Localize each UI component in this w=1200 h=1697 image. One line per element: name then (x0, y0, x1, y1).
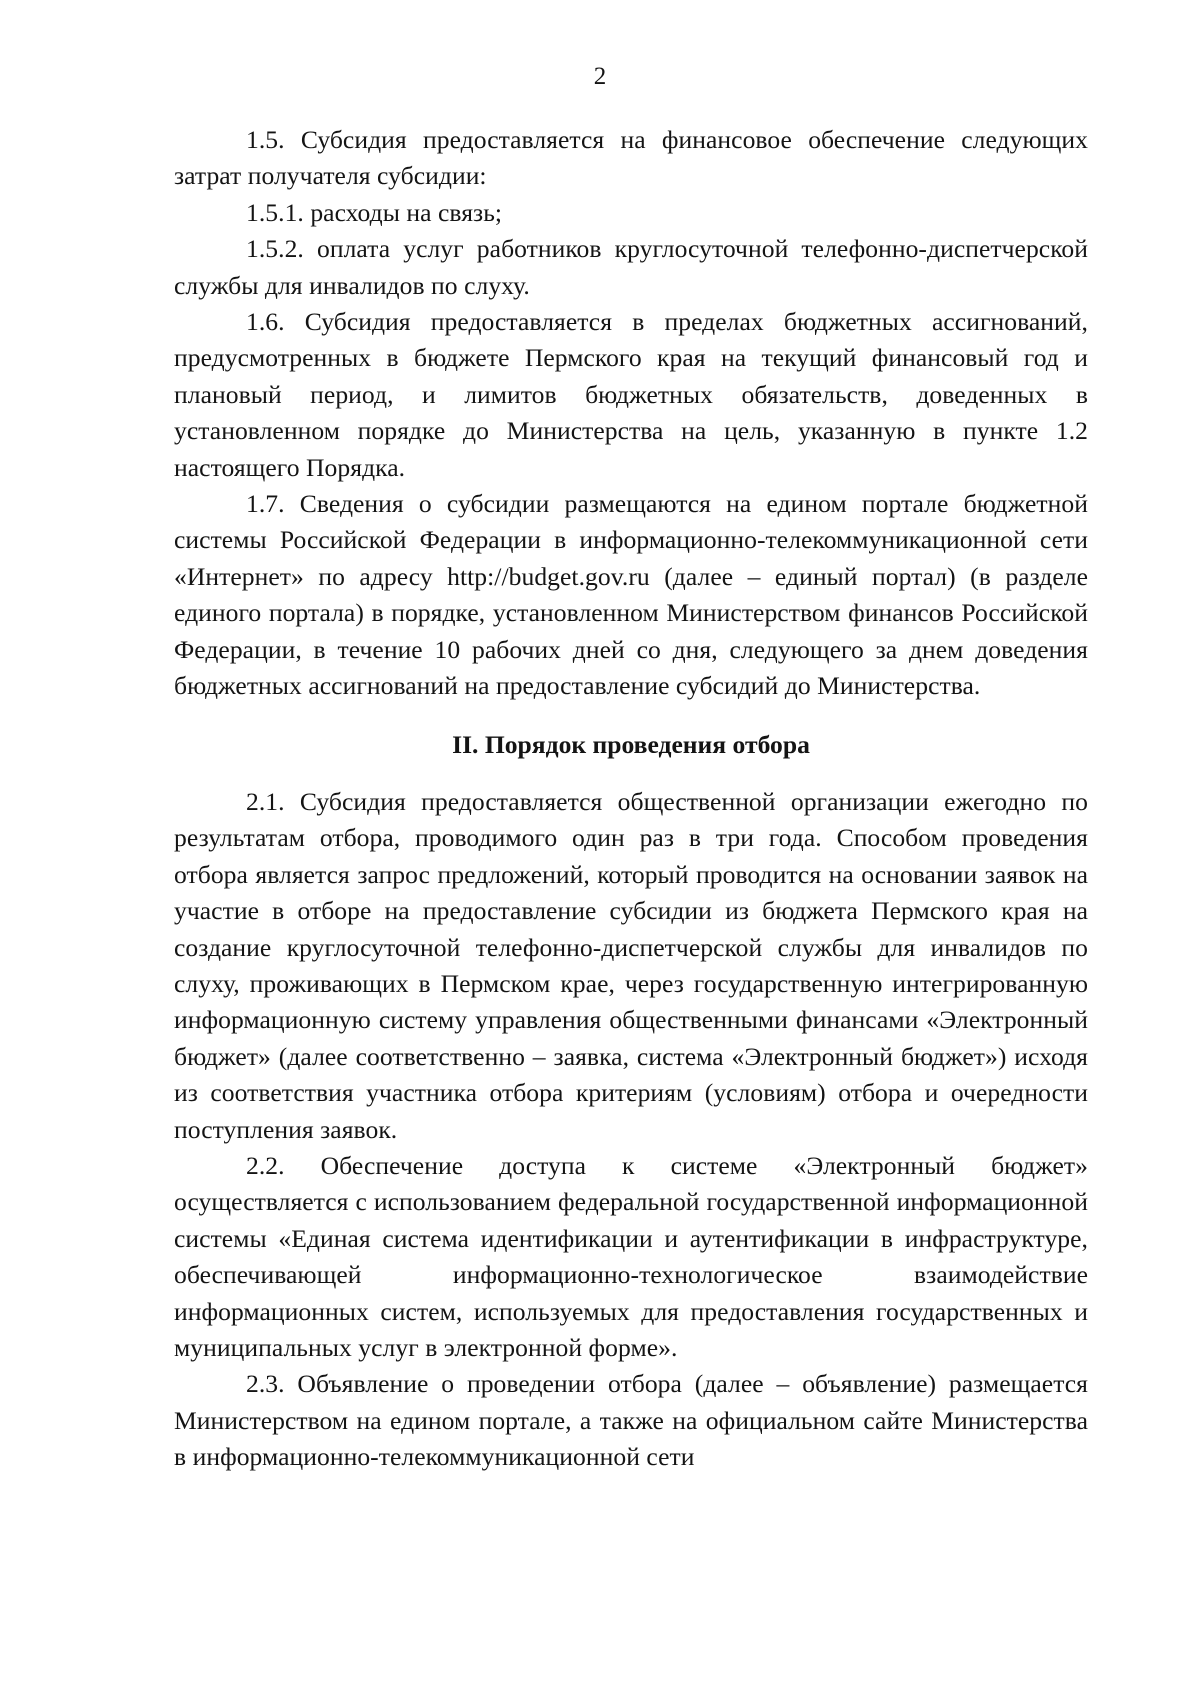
section-heading: II. Порядок проведения отбора (452, 729, 810, 759)
paragraph-2-1: 2.1. Субсидия предоставляется общественной организации ежегодно по результатам отбора, проводимого один раз в три года. Способом проведения отбора является запрос предложений, который проводится на основании заявок на участие в отборе на предоставление субсидии из бюджета Пермского края на создание круглосуточной телефонно-диспетчерской службы для инвалидов по слуху, проживающих в Пермском крае, через государственную интегрированную информационную систему управления общественными финансами «Электронный бюджет» (далее соответственно – заявка, система «Электронный бюджет») исходя из соответствия участника отбора критериям (условиям) отбора и очередности поступления заявок. (174, 786, 1088, 1144)
document-body (174, 122, 1088, 1476)
paragraph-1-5: 1.5. Субсидия предоставляется на финансовое обеспечение следующих затрат получателя субсидии: (174, 125, 1088, 191)
paragraph-2-2: 2.2. Обеспечение доступа к системе «Электронный бюджет» осуществляется с использованием федеральной государственной информационной системы «Единая система идентификации и аутентификации в инфраструктуре, обеспечивающей информационно-технологическое взаимодействие информационных систем, используемых для предоставления государственных и муниципальных услуг в электронной форме». (174, 1150, 1088, 1362)
paragraph-1-5-2: 1.5.2. оплата услуг работников круглосуточной телефонно-диспетчерской службы для инвалидов по слуху. (174, 234, 1088, 300)
paragraph-1-7: 1.7. Сведения о субсидии размещаются на едином портале бюджетной системы Российской Федерации в информационно-телекоммуникационной сети «Интернет» по адресу http://budget.gov.ru (далее – единый портал) (в разделе единого портала) в порядке, установленном Министерством финансов Российской Федерации, в течение 10 рабочих дней со дня, следующего за днем доведения бюджетных ассигнований на предоставление субсидий до Министерства. (174, 489, 1088, 701)
page-number: 2 (593, 63, 607, 90)
paragraph-1-6: 1.6. Субсидия предоставляется в пределах бюджетных ассигнований, предусмотренных в бюджете Пермского края на текущий финансовый год и плановый период, и лимитов бюджетных обязательств, доведенных в установленном порядке до Министерства на цель, указанную в пункте 1.2 настоящего Порядка. (174, 307, 1088, 482)
paragraph-1-5-1: 1.5.1. расходы на связь; (246, 197, 503, 227)
paragraph-2-3: 2.3. Объявление о проведении отбора (далее – объявление) размещается Министерством на едином портале, а также на официальном сайте Министерства в информационно-телекоммуникационной сети (174, 1369, 1088, 1472)
